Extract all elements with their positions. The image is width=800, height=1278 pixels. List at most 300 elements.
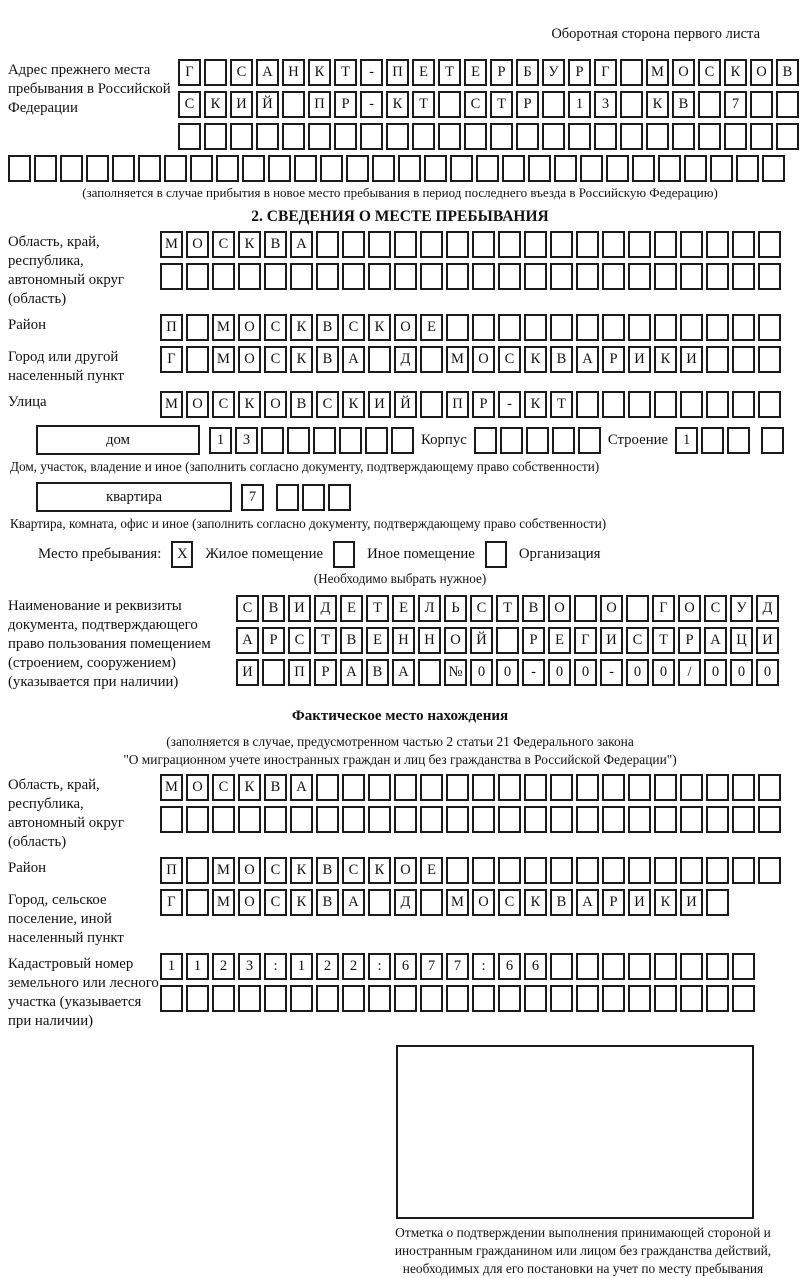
char-cell[interactable]: 0 [756,659,779,686]
char-cell[interactable]: О [238,346,261,373]
char-cell[interactable] [554,155,577,182]
char-cell[interactable] [420,889,443,916]
char-cell[interactable] [368,231,391,258]
char-cell[interactable] [516,123,539,150]
char-cell[interactable] [620,59,643,86]
char-cell[interactable]: Г [178,59,201,86]
char-cell[interactable] [112,155,135,182]
char-cell[interactable]: М [160,774,183,801]
char-cell[interactable] [732,985,755,1012]
char-cell[interactable]: К [654,889,677,916]
char-cell[interactable]: О [394,314,417,341]
char-cell[interactable]: П [160,314,183,341]
char-cell[interactable]: 6 [524,953,547,980]
char-cell[interactable]: М [160,231,183,258]
char-cell[interactable] [342,806,365,833]
char-cell[interactable]: - [498,391,521,418]
char-cell[interactable]: 7 [420,953,443,980]
char-cell[interactable]: Ь [444,595,467,622]
char-cell[interactable] [576,774,599,801]
char-cell[interactable] [628,953,651,980]
char-cell[interactable]: К [290,346,313,373]
char-cell[interactable] [628,263,651,290]
char-cell[interactable] [620,91,643,118]
char-cell[interactable]: С [498,346,521,373]
char-cell[interactable]: С [212,231,235,258]
char-cell[interactable] [287,427,310,454]
char-cell[interactable]: № [444,659,467,686]
char-cell[interactable] [308,123,331,150]
char-cell[interactable] [654,985,677,1012]
char-cell[interactable] [758,857,781,884]
char-cell[interactable]: Р [602,889,625,916]
char-cell[interactable] [568,123,591,150]
char-cell[interactable] [524,985,547,1012]
checkbox-residential[interactable]: X [171,541,193,568]
char-cell[interactable] [550,263,573,290]
char-cell[interactable] [328,484,351,511]
char-cell[interactable] [706,985,729,1012]
char-cell[interactable] [550,953,573,980]
char-cell[interactable] [339,427,362,454]
char-cell[interactable] [438,123,461,150]
char-cell[interactable]: В [316,857,339,884]
char-cell[interactable] [574,595,597,622]
char-cell[interactable] [684,155,707,182]
char-cell[interactable]: К [724,59,747,86]
char-cell[interactable] [732,263,755,290]
char-cell[interactable]: М [446,346,469,373]
char-cell[interactable] [394,985,417,1012]
char-cell[interactable]: Е [392,595,415,622]
char-cell[interactable]: Т [438,59,461,86]
char-cell[interactable] [502,155,525,182]
char-cell[interactable] [706,889,729,916]
char-cell[interactable] [706,231,729,258]
char-cell[interactable]: М [646,59,669,86]
char-cell[interactable] [580,155,603,182]
char-cell[interactable] [446,857,469,884]
char-cell[interactable] [394,231,417,258]
char-cell[interactable] [528,155,551,182]
char-cell[interactable] [420,346,443,373]
char-cell[interactable] [710,155,733,182]
char-cell[interactable] [420,231,443,258]
char-cell[interactable]: К [290,314,313,341]
char-cell[interactable]: Т [412,91,435,118]
char-cell[interactable]: К [308,59,331,86]
char-cell[interactable]: О [186,391,209,418]
char-cell[interactable] [706,806,729,833]
char-cell[interactable]: С [342,314,365,341]
char-cell[interactable]: Р [516,91,539,118]
char-cell[interactable]: : [368,953,391,980]
char-cell[interactable] [496,627,519,654]
char-cell[interactable] [602,391,625,418]
char-cell[interactable] [398,155,421,182]
char-cell[interactable] [632,155,655,182]
char-cell[interactable] [368,346,391,373]
char-cell[interactable]: В [672,91,695,118]
char-cell[interactable] [498,231,521,258]
char-cell[interactable] [602,263,625,290]
char-cell[interactable] [261,427,284,454]
char-cell[interactable] [160,806,183,833]
char-cell[interactable] [680,806,703,833]
char-cell[interactable]: С [264,857,287,884]
char-cell[interactable] [680,774,703,801]
char-cell[interactable] [420,391,443,418]
char-cell[interactable] [524,806,547,833]
char-cell[interactable]: К [524,391,547,418]
char-cell[interactable] [290,806,313,833]
char-cell[interactable] [706,314,729,341]
char-cell[interactable]: О [238,889,261,916]
char-cell[interactable] [498,985,521,1012]
char-cell[interactable]: О [444,627,467,654]
char-cell[interactable] [472,231,495,258]
char-cell[interactable]: Е [366,627,389,654]
checkbox-other-premises[interactable] [333,541,355,568]
char-cell[interactable] [472,985,495,1012]
char-cell[interactable] [256,123,279,150]
char-cell[interactable]: В [340,627,363,654]
char-cell[interactable]: И [756,627,779,654]
char-cell[interactable]: С [698,59,721,86]
char-cell[interactable]: И [230,91,253,118]
char-cell[interactable] [365,427,388,454]
char-cell[interactable]: К [290,889,313,916]
char-cell[interactable]: В [776,59,799,86]
char-cell[interactable]: 0 [548,659,571,686]
char-cell[interactable] [216,155,239,182]
char-cell[interactable] [334,123,357,150]
char-cell[interactable] [680,231,703,258]
char-cell[interactable]: 3 [238,953,261,980]
char-cell[interactable]: М [446,889,469,916]
char-cell[interactable] [212,263,235,290]
char-cell[interactable]: А [576,889,599,916]
char-cell[interactable] [386,123,409,150]
char-cell[interactable]: К [386,91,409,118]
char-cell[interactable] [698,91,721,118]
char-cell[interactable] [654,806,677,833]
char-cell[interactable] [680,857,703,884]
char-cell[interactable]: О [186,231,209,258]
char-cell[interactable] [732,231,755,258]
char-cell[interactable] [761,427,784,454]
char-cell[interactable] [446,263,469,290]
char-cell[interactable]: Е [420,857,443,884]
char-cell[interactable] [628,857,651,884]
char-cell[interactable] [394,774,417,801]
char-cell[interactable]: Г [652,595,675,622]
char-cell[interactable]: 0 [704,659,727,686]
char-cell[interactable]: В [264,231,287,258]
char-cell[interactable]: К [646,91,669,118]
char-cell[interactable] [602,953,625,980]
char-cell[interactable] [576,231,599,258]
char-cell[interactable] [542,91,565,118]
char-cell[interactable] [464,123,487,150]
char-cell[interactable] [230,123,253,150]
char-cell[interactable]: Г [574,627,597,654]
char-cell[interactable] [500,427,523,454]
char-cell[interactable]: О [678,595,701,622]
char-cell[interactable]: - [360,59,383,86]
char-cell[interactable]: В [316,889,339,916]
char-cell[interactable]: К [368,314,391,341]
char-cell[interactable] [342,231,365,258]
char-cell[interactable]: Т [490,91,513,118]
char-cell[interactable]: Г [594,59,617,86]
char-cell[interactable] [776,123,799,150]
char-cell[interactable]: С [704,595,727,622]
char-cell[interactable]: О [472,346,495,373]
char-cell[interactable] [472,774,495,801]
char-cell[interactable] [620,123,643,150]
char-cell[interactable] [706,774,729,801]
char-cell[interactable] [758,231,781,258]
char-cell[interactable]: 2 [342,953,365,980]
char-cell[interactable] [290,985,313,1012]
char-cell[interactable]: Р [522,627,545,654]
char-cell[interactable]: - [360,91,383,118]
char-cell[interactable] [186,857,209,884]
char-cell[interactable]: К [368,857,391,884]
char-cell[interactable] [654,314,677,341]
char-cell[interactable]: Т [496,595,519,622]
char-cell[interactable]: Ц [730,627,753,654]
char-cell[interactable]: Т [334,59,357,86]
char-cell[interactable] [360,123,383,150]
char-cell[interactable] [706,263,729,290]
char-cell[interactable]: О [600,595,623,622]
char-cell[interactable]: О [238,314,261,341]
char-cell[interactable]: / [678,659,701,686]
char-cell[interactable] [628,806,651,833]
char-cell[interactable]: О [472,889,495,916]
char-cell[interactable] [550,774,573,801]
char-cell[interactable] [424,155,447,182]
char-cell[interactable] [264,985,287,1012]
char-cell[interactable] [186,985,209,1012]
char-cell[interactable] [178,123,201,150]
char-cell[interactable]: 3 [235,427,258,454]
char-cell[interactable] [264,806,287,833]
char-cell[interactable] [524,263,547,290]
char-cell[interactable]: У [730,595,753,622]
char-cell[interactable] [576,314,599,341]
char-cell[interactable]: С [464,91,487,118]
char-cell[interactable] [238,985,261,1012]
char-cell[interactable]: К [342,391,365,418]
char-cell[interactable] [368,774,391,801]
char-cell[interactable] [164,155,187,182]
char-cell[interactable] [680,391,703,418]
char-cell[interactable] [654,953,677,980]
house-type-box[interactable]: дом [36,425,200,455]
char-cell[interactable] [654,774,677,801]
char-cell[interactable]: 7 [446,953,469,980]
char-cell[interactable]: С [236,595,259,622]
char-cell[interactable]: С [178,91,201,118]
char-cell[interactable]: М [212,889,235,916]
char-cell[interactable] [550,806,573,833]
char-cell[interactable]: : [472,953,495,980]
char-cell[interactable]: А [256,59,279,86]
char-cell[interactable]: Е [548,627,571,654]
char-cell[interactable]: Д [756,595,779,622]
char-cell[interactable]: Т [366,595,389,622]
char-cell[interactable] [524,231,547,258]
char-cell[interactable] [658,155,681,182]
char-cell[interactable] [446,774,469,801]
char-cell[interactable]: О [548,595,571,622]
char-cell[interactable]: В [550,889,573,916]
char-cell[interactable] [160,985,183,1012]
char-cell[interactable] [472,263,495,290]
char-cell[interactable]: В [366,659,389,686]
char-cell[interactable] [368,263,391,290]
char-cell[interactable] [276,484,299,511]
char-cell[interactable]: М [160,391,183,418]
char-cell[interactable] [758,774,781,801]
char-cell[interactable]: 0 [730,659,753,686]
char-cell[interactable] [186,314,209,341]
char-cell[interactable]: Т [550,391,573,418]
char-cell[interactable]: Й [470,627,493,654]
char-cell[interactable]: С [288,627,311,654]
char-cell[interactable]: К [524,346,547,373]
char-cell[interactable] [138,155,161,182]
char-cell[interactable]: Р [568,59,591,86]
char-cell[interactable]: К [654,346,677,373]
char-cell[interactable] [498,263,521,290]
char-cell[interactable] [190,155,213,182]
char-cell[interactable] [242,155,265,182]
char-cell[interactable] [732,857,755,884]
char-cell[interactable] [446,806,469,833]
char-cell[interactable] [526,427,549,454]
char-cell[interactable]: С [264,346,287,373]
char-cell[interactable] [368,985,391,1012]
char-cell[interactable] [474,427,497,454]
char-cell[interactable]: В [316,314,339,341]
char-cell[interactable] [680,953,703,980]
char-cell[interactable] [342,985,365,1012]
char-cell[interactable]: С [264,889,287,916]
char-cell[interactable]: В [522,595,545,622]
char-cell[interactable]: М [212,857,235,884]
char-cell[interactable] [450,155,473,182]
char-cell[interactable] [372,155,395,182]
char-cell[interactable] [706,391,729,418]
char-cell[interactable]: С [212,774,235,801]
char-cell[interactable]: 1 [160,953,183,980]
char-cell[interactable] [628,985,651,1012]
char-cell[interactable]: П [288,659,311,686]
char-cell[interactable]: Г [160,346,183,373]
char-cell[interactable] [606,155,629,182]
char-cell[interactable] [420,806,443,833]
char-cell[interactable]: А [236,627,259,654]
char-cell[interactable]: 0 [574,659,597,686]
char-cell[interactable] [758,263,781,290]
char-cell[interactable] [654,857,677,884]
char-cell[interactable] [342,263,365,290]
char-cell[interactable]: Г [160,889,183,916]
char-cell[interactable] [602,231,625,258]
char-cell[interactable] [316,231,339,258]
char-cell[interactable] [758,346,781,373]
char-cell[interactable] [680,314,703,341]
char-cell[interactable] [762,155,785,182]
char-cell[interactable] [34,155,57,182]
char-cell[interactable] [628,231,651,258]
char-cell[interactable] [204,59,227,86]
char-cell[interactable]: 1 [675,427,698,454]
char-cell[interactable] [654,263,677,290]
char-cell[interactable]: О [264,391,287,418]
char-cell[interactable]: И [628,346,651,373]
char-cell[interactable] [160,263,183,290]
char-cell[interactable] [268,155,291,182]
char-cell[interactable]: Л [418,595,441,622]
char-cell[interactable] [420,985,443,1012]
char-cell[interactable] [732,774,755,801]
char-cell[interactable] [446,314,469,341]
char-cell[interactable] [524,314,547,341]
char-cell[interactable]: - [600,659,623,686]
char-cell[interactable]: С [264,314,287,341]
char-cell[interactable] [391,427,414,454]
char-cell[interactable] [732,953,755,980]
char-cell[interactable]: К [204,91,227,118]
char-cell[interactable] [654,231,677,258]
char-cell[interactable] [524,857,547,884]
char-cell[interactable]: 7 [241,484,264,511]
char-cell[interactable]: О [186,774,209,801]
char-cell[interactable]: Е [340,595,363,622]
char-cell[interactable] [368,806,391,833]
char-cell[interactable] [701,427,724,454]
char-cell[interactable]: Й [394,391,417,418]
char-cell[interactable] [602,806,625,833]
char-cell[interactable]: 1 [209,427,232,454]
char-cell[interactable] [646,123,669,150]
char-cell[interactable] [576,985,599,1012]
char-cell[interactable] [550,857,573,884]
char-cell[interactable]: С [212,391,235,418]
char-cell[interactable]: А [290,774,313,801]
char-cell[interactable] [320,155,343,182]
char-cell[interactable] [732,391,755,418]
char-cell[interactable]: И [288,595,311,622]
char-cell[interactable]: 6 [394,953,417,980]
char-cell[interactable] [438,91,461,118]
char-cell[interactable]: О [750,59,773,86]
char-cell[interactable]: Н [392,627,415,654]
char-cell[interactable]: И [368,391,391,418]
char-cell[interactable] [60,155,83,182]
char-cell[interactable] [412,123,435,150]
char-cell[interactable] [238,806,261,833]
char-cell[interactable]: Р [262,627,285,654]
char-cell[interactable]: С [498,889,521,916]
char-cell[interactable]: Н [282,59,305,86]
char-cell[interactable] [86,155,109,182]
